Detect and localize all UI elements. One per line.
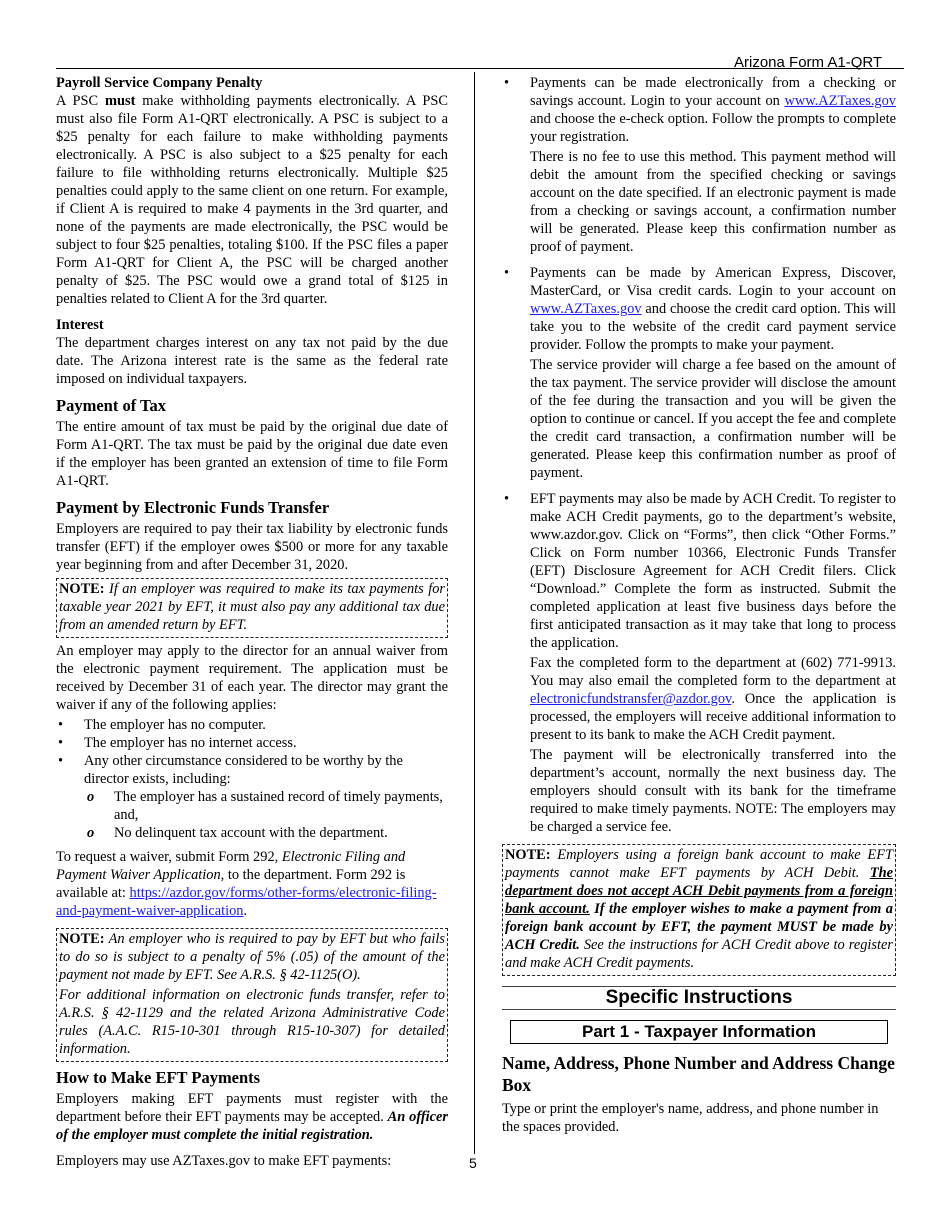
echeck-text-b: and choose the e-check option. Follow the prompts to complete your registration. xyxy=(530,111,896,145)
note-text: Employers using a foreign bank account to make EFT payments cannot make EFT payments by ACH Debit. xyxy=(505,847,893,881)
sub-bullet-icon: o xyxy=(87,825,95,841)
eft-paragraph: Employers are required to pay their tax liability by electronic funds transfer (EFT) if the employer owes $500 or more for any taxable year beginning from and after December 31, 2020. xyxy=(56,521,448,573)
list-item xyxy=(58,734,448,752)
name-address-paragraph: Type or print the employer's name, address, and phone number in the spaces provided. xyxy=(502,1101,879,1135)
name-address-heading: Name, Address, Phone Number and Address Change Box xyxy=(502,1053,895,1095)
request-text-c: . xyxy=(243,903,248,919)
waiver-paragraph: An employer may apply to the director for an annual waiver from the electronic payment requirement. The application must be received by December 31 of each year. The director may grant the waiver if any of the following applies: xyxy=(56,643,448,713)
page-number: 5 xyxy=(469,1155,477,1171)
note-text: If an employer was required to make its tax payments for taxable year 2021 by EFT, it must also pay any additional tax due from an amended return by EFT. xyxy=(59,581,445,633)
credit-card-bullet xyxy=(502,264,896,482)
credit-text-a: Payments can be made by American Express, Discover, MasterCard, or Visa credit cards. Login to your account on xyxy=(530,265,896,299)
bullet-icon: • xyxy=(58,735,64,751)
list-item-text: Any other circumstance considered to be worthy by the director exists, including: xyxy=(84,753,403,787)
eft-email-link[interactable]: electronicfundstransfer@azdor.gov xyxy=(530,691,732,707)
echeck-paragraph xyxy=(530,74,896,146)
note-text-additional: For additional information on electronic funds transfer, refer to A.R.S. § 42-1129 and the related Arizona Administrative Code rules (A.A.C. R15-10-301 through R15-10-307) for detailed information. xyxy=(59,987,445,1057)
left-column xyxy=(56,74,448,1178)
eft-note-box xyxy=(56,578,448,638)
ach-fax-paragraph xyxy=(530,654,896,744)
payment-of-tax-heading: Payment of Tax xyxy=(56,396,167,415)
list-item xyxy=(58,716,448,734)
note-label: NOTE: xyxy=(505,847,551,863)
header-rule xyxy=(56,68,904,69)
interest-paragraph: The department charges interest on any tax not paid by the due date. The Arizona interest rate is the same as the federal rate imposed on individual taxpayers. xyxy=(56,335,448,387)
list-item xyxy=(87,788,448,824)
eft-heading: Payment by Electronic Funds Transfer xyxy=(56,498,330,517)
aztaxes-eft-paragraph: Employers may use AZTaxes.gov to make EFT payments: xyxy=(56,1153,392,1169)
payment-of-tax-paragraph: The entire amount of tax must be paid by the original due date of Form A1-QRT. The tax must be paid by the original due date even if the employer has been granted an extension of time to file Form A1-QRT. xyxy=(56,419,448,489)
credit-text-b: and choose the credit card option. This will take you to the website of the credit card payment service provider. Follow the prompts to make your payment. xyxy=(530,301,896,353)
list-item-text: No delinquent tax account with the department. xyxy=(114,825,388,841)
waiver-application-link[interactable]: https://azdor.gov/forms/other-forms/electronic-filing-and-payment-waiver-application xyxy=(56,885,437,919)
echeck-fee-paragraph: There is no fee to use this method. This payment method will debit the amount from the specified checking or savings account on the date specified. If an electronic payment is made from a checking or savings account, a confirmation number will be generated. Please keep this confirmation number as proof of payment. xyxy=(530,149,896,255)
right-column xyxy=(502,74,896,1144)
waiver-sublist xyxy=(84,788,448,842)
aztaxes-link[interactable]: www.AZTaxes.gov xyxy=(530,301,642,317)
psc-penalty-paragraph xyxy=(56,92,448,308)
list-item-text: The employer has no computer. xyxy=(84,717,266,733)
note-text-end: See the instructions for ACH Credit above to register and make ACH Credit payments. xyxy=(505,937,893,971)
list-item xyxy=(87,824,448,842)
note-label: NOTE: xyxy=(59,931,105,947)
list-item-text: The employer has a sustained record of timely payments, and, xyxy=(114,789,443,823)
bullet-icon: • xyxy=(58,753,64,769)
howto-officer-text: An officer of the employer must complete the initial registration. xyxy=(56,1109,449,1143)
ach-fax-text-b: . Once the application is processed, the employers will receive additional information to present to its bank to make the ACH Credit payment. xyxy=(530,691,896,743)
ach-transfer-paragraph: The payment will be electronically transferred into the department’s account, normally the next business day. The employers should consult with its bank for the timeframe required to make timely payments. NOTE: The employers may be charged a service fee. xyxy=(530,747,896,835)
request-text-b: , to the department. Form 292 is available at: xyxy=(56,867,406,901)
waiver-list xyxy=(56,716,448,842)
psc-text-b: make withholding payments electronically. A PSC must also file Form A1-QRT electronically. A PSC is subject to a $25 penalty for each failure to make withholding payments electronically. A PSC is also subject to a $25 penalty for each failure to file withholding returns electronically. Multiple $25 penalties could apply to the same client on one return. For example, if Client A is required to make 4 payments in the 3rd quarter, and none of the payments are made electronically, the PSC would be subject to four $25 penalties, totaling $100. If the PSC files a paper Form A1-QRT for Client A, the PSC will be charged another penalty of $25. The PSC would owe a grand total of $125 in penalties related to Client A for the 3rd quarter. xyxy=(56,93,448,307)
ach-credit-bullet xyxy=(502,490,896,836)
psc-text-must: must xyxy=(105,93,136,109)
psc-text-a: A PSC xyxy=(56,93,105,109)
waiver-request-paragraph xyxy=(56,848,448,920)
list-item xyxy=(58,752,448,842)
note-label: NOTE: xyxy=(59,581,105,597)
form-title-header: Arizona Form A1-QRT xyxy=(734,54,883,71)
note-text: An employer who is required to pay by EFT but who fails to do so is subject to a penalty of 5% (.05) of the amount of the payment not made by EFT. See A.R.S. § 42-1125(O). xyxy=(59,931,445,983)
note-emphasis: If the employer wishes to make a payment from a foreign bank account by EFT, the payment MUST be made by ACH Credit. xyxy=(505,901,893,953)
interest-heading: Interest xyxy=(56,317,104,333)
ach-fax-text-a: Fax the completed form to the department at (602) 771-9913. You may also email the completed form to the department at xyxy=(530,655,896,689)
foreign-bank-note-box xyxy=(502,844,896,976)
bullet-icon: • xyxy=(58,717,64,733)
request-form-name: Electronic Filing and Payment Waiver Application xyxy=(56,849,406,883)
list-item-text: The employer has no internet access. xyxy=(84,735,297,751)
psc-penalty-heading: Payroll Service Company Penalty xyxy=(56,75,263,91)
howto-text: Employers making EFT payments must register with the department before their EFT payments may be accepted. xyxy=(56,1091,448,1125)
part1-title: Part 1 - Taxpayer Information xyxy=(510,1020,888,1044)
request-text-a: To request a waiver, submit Form 292, xyxy=(56,849,282,865)
bullet-icon: • xyxy=(504,491,510,507)
credit-card-fee-paragraph: The service provider will charge a fee based on the amount of the tax payment. The service provider will disclose the amount of the fee during the transaction and you will be given the option to continue or cancel. If you accept the fee and complete the credit card transaction, a confirmation number will be generated. Please keep this confirmation number as proof of payment. xyxy=(530,357,897,481)
column-divider xyxy=(474,72,475,1154)
eft-penalty-note-box xyxy=(56,928,448,1062)
echeck-text-a: Payments can be made electronically from a checking or savings account. Login to your account on xyxy=(530,75,896,109)
bullet-icon: • xyxy=(504,265,510,281)
ach-credit-paragraph: EFT payments may also be made by ACH Credit. To register to make ACH Credit payments, go to the department’s website, www.azdor.gov. Click on “Forms”, then click “Other Forms.” Click on Form number 10366, Electronic Funds Transfer (EFT) Disclosure Agreement for ACH Credit filers. Click “Download.” Complete the form as instructed. Submit the completed application at least five business days before the first anticipated transaction as it may take that long to process the application. xyxy=(530,491,896,651)
credit-card-paragraph xyxy=(530,264,896,354)
how-to-eft-heading: How to Make EFT Payments xyxy=(56,1068,261,1087)
how-to-eft-paragraph xyxy=(56,1090,448,1144)
aztaxes-link[interactable]: www.AZTaxes.gov xyxy=(784,93,896,109)
bullet-icon: • xyxy=(504,75,510,91)
specific-instructions-title: Specific Instructions xyxy=(502,986,896,1010)
sub-bullet-icon: o xyxy=(87,789,95,805)
note-emphasis-underline: The department does not accept ACH Debit payments from a foreign bank account. xyxy=(505,865,893,917)
echeck-bullet xyxy=(502,74,896,256)
